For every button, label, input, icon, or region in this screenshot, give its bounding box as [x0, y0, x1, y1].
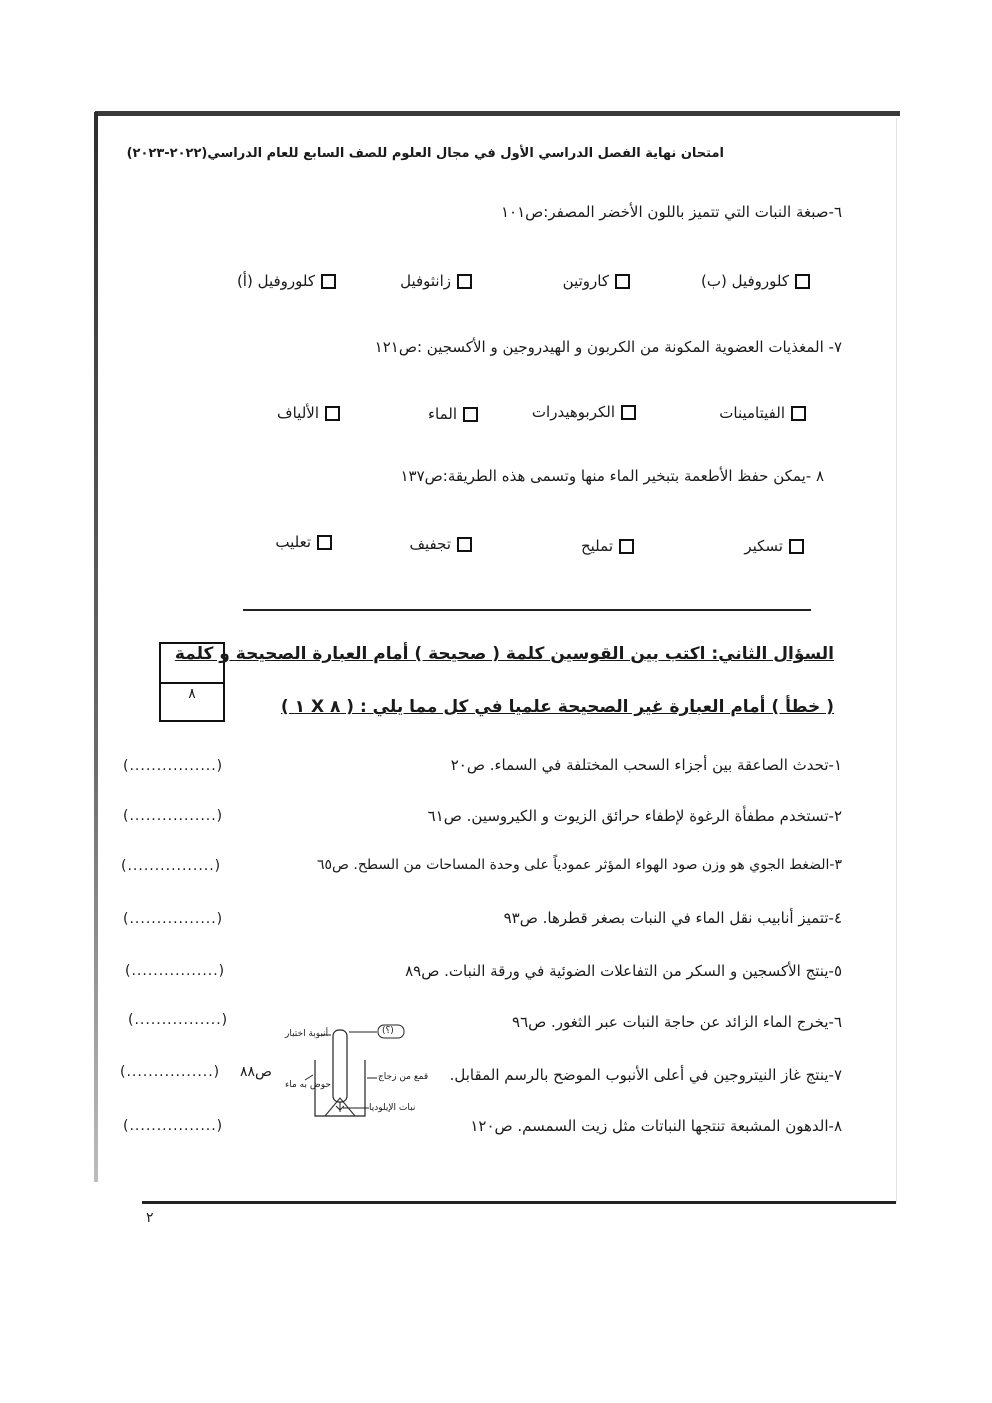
checkbox-icon[interactable] — [619, 539, 634, 554]
statement-8: ٨-الدهون المشبعة تنتجها النباتات مثل زيت السمسم. ص١٢٠ — [470, 1117, 842, 1135]
label-elodea-plant: نبات الإيلوديا — [369, 1103, 416, 1113]
checkbox-icon[interactable] — [621, 405, 636, 420]
section-divider — [243, 609, 811, 611]
statement-2: ٢-تستخدم مطفأة الرغوة لإطفاء حرائق الزيوت و الكيروسين. ص٦١ — [427, 807, 842, 825]
mcq8-option-1[interactable]: تسكير — [744, 537, 804, 555]
label-water-basin: حوض به ماء — [285, 1080, 331, 1090]
answer-blank-4[interactable]: (................) — [123, 911, 224, 927]
mcq6-option-4[interactable]: كلوروفيل (أ) — [237, 272, 336, 290]
checkbox-icon[interactable] — [457, 274, 472, 289]
statement-6: ٦-يخرج الماء الزائد عن حاجة النبات عبر الثغور. ص٩٦ — [512, 1013, 842, 1031]
page-number: ٢ — [146, 1210, 154, 1226]
answer-blank-6[interactable]: (................) — [128, 1012, 229, 1028]
section2-heading-line2: ( خطأ ) أمام العبارة غير الصحيحة علميا في كل مما يلي : ( ٨ X ١ ) — [280, 697, 834, 717]
score-box-divider — [161, 682, 223, 684]
statement-5: ٥-ينتج الأكسجين و السكر من التفاعلات الضوئية في ورقة النبات. ص٨٩ — [405, 962, 842, 980]
footer-rule — [142, 1201, 896, 1204]
checkbox-icon[interactable] — [325, 406, 340, 421]
answer-blank-8[interactable]: (................) — [123, 1118, 224, 1134]
checkbox-icon[interactable] — [791, 406, 806, 421]
mcq6-option-1[interactable]: كلوروفيل (ب) — [701, 272, 810, 290]
mcq7-option-4[interactable]: الألياف — [277, 404, 340, 422]
section2-heading-line1: السؤال الثاني: اكتب بين القوسين كلمة ( صحيحة ) أمام العبارة الصحيحة و كلمة — [174, 644, 834, 664]
answer-blank-2[interactable]: (................) — [123, 808, 224, 824]
checkbox-icon[interactable] — [615, 274, 630, 289]
label-test-tube: أنبوبة اختبار — [285, 1029, 329, 1039]
mcq-question-7: ٧- المغذيات العضوية المكونة من الكربون و الهيدروجين و الأكسجين :ص١٢١ — [374, 338, 842, 356]
mcq-question-8: ٨ -يمكن حفظ الأطعمة بتبخير الماء منها وتسمى هذه الطريقة:ص١٣٧ — [400, 467, 824, 485]
scan-border-left — [94, 112, 98, 1182]
mcq8-option-4[interactable]: تعليب — [275, 533, 332, 551]
scan-border-right — [896, 118, 897, 1203]
elodea-experiment-diagram — [285, 1020, 429, 1120]
mcq7-option-1[interactable]: الفيتامينات — [719, 404, 806, 422]
exam-header-title: امتحان نهاية الفصل الدراسي الأول في مجال العلوم للصف السابع للعام الدراسي(٢٠٢٢-٢٠٢٣) — [126, 146, 724, 161]
mcq8-option-3[interactable]: تجفيف — [410, 535, 473, 553]
label-unknown-gas: (؟) — [382, 1026, 394, 1036]
mcq6-option-3[interactable]: زانثوفيل — [400, 272, 472, 290]
label-glass-funnel: قمع من زجاج — [378, 1072, 429, 1082]
statement-3: ٣-الضغط الجوي هو وزن صود الهواء المؤثر عمودياً على وحدة المساحات من السطح. ص٦٥ — [316, 857, 842, 873]
mcq8-option-2[interactable]: تمليح — [581, 537, 634, 555]
score-value: ٨ — [188, 686, 196, 702]
statement-1: ١-تحدث الصاعقة بين أجزاء السحب المختلفة في السماء. ص٢٠ — [450, 756, 842, 774]
page-reference-7: ص٨٨ — [240, 1064, 272, 1080]
checkbox-icon[interactable] — [317, 535, 332, 550]
mcq7-option-2[interactable]: الكربوهيدرات — [532, 403, 636, 421]
answer-blank-7[interactable]: (................) — [120, 1064, 221, 1080]
checkbox-icon[interactable] — [795, 274, 810, 289]
mcq7-option-3[interactable]: الماء — [428, 405, 478, 423]
statement-4: ٤-تتميز أنابيب نقل الماء في النبات بصغر قطرها. ص٩٣ — [503, 909, 842, 927]
checkbox-icon[interactable] — [321, 274, 336, 289]
checkbox-icon[interactable] — [457, 537, 472, 552]
answer-blank-1[interactable]: (................) — [123, 758, 224, 774]
statement-7: ٧-ينتج غاز النيتروجين في أعلى الأنبوب الموضح بالرسم المقابل. — [449, 1066, 842, 1084]
checkbox-icon[interactable] — [789, 539, 804, 554]
checkbox-icon[interactable] — [463, 407, 478, 422]
mcq6-option-2[interactable]: كاروتين — [563, 272, 630, 290]
answer-blank-5[interactable]: (................) — [125, 963, 226, 979]
scan-border-top — [95, 111, 900, 116]
mcq-question-6: ٦-صبغة النبات التي تتميز باللون الأخضر المصفر:ص١٠١ — [500, 203, 842, 221]
answer-blank-3[interactable]: (................) — [121, 858, 222, 874]
